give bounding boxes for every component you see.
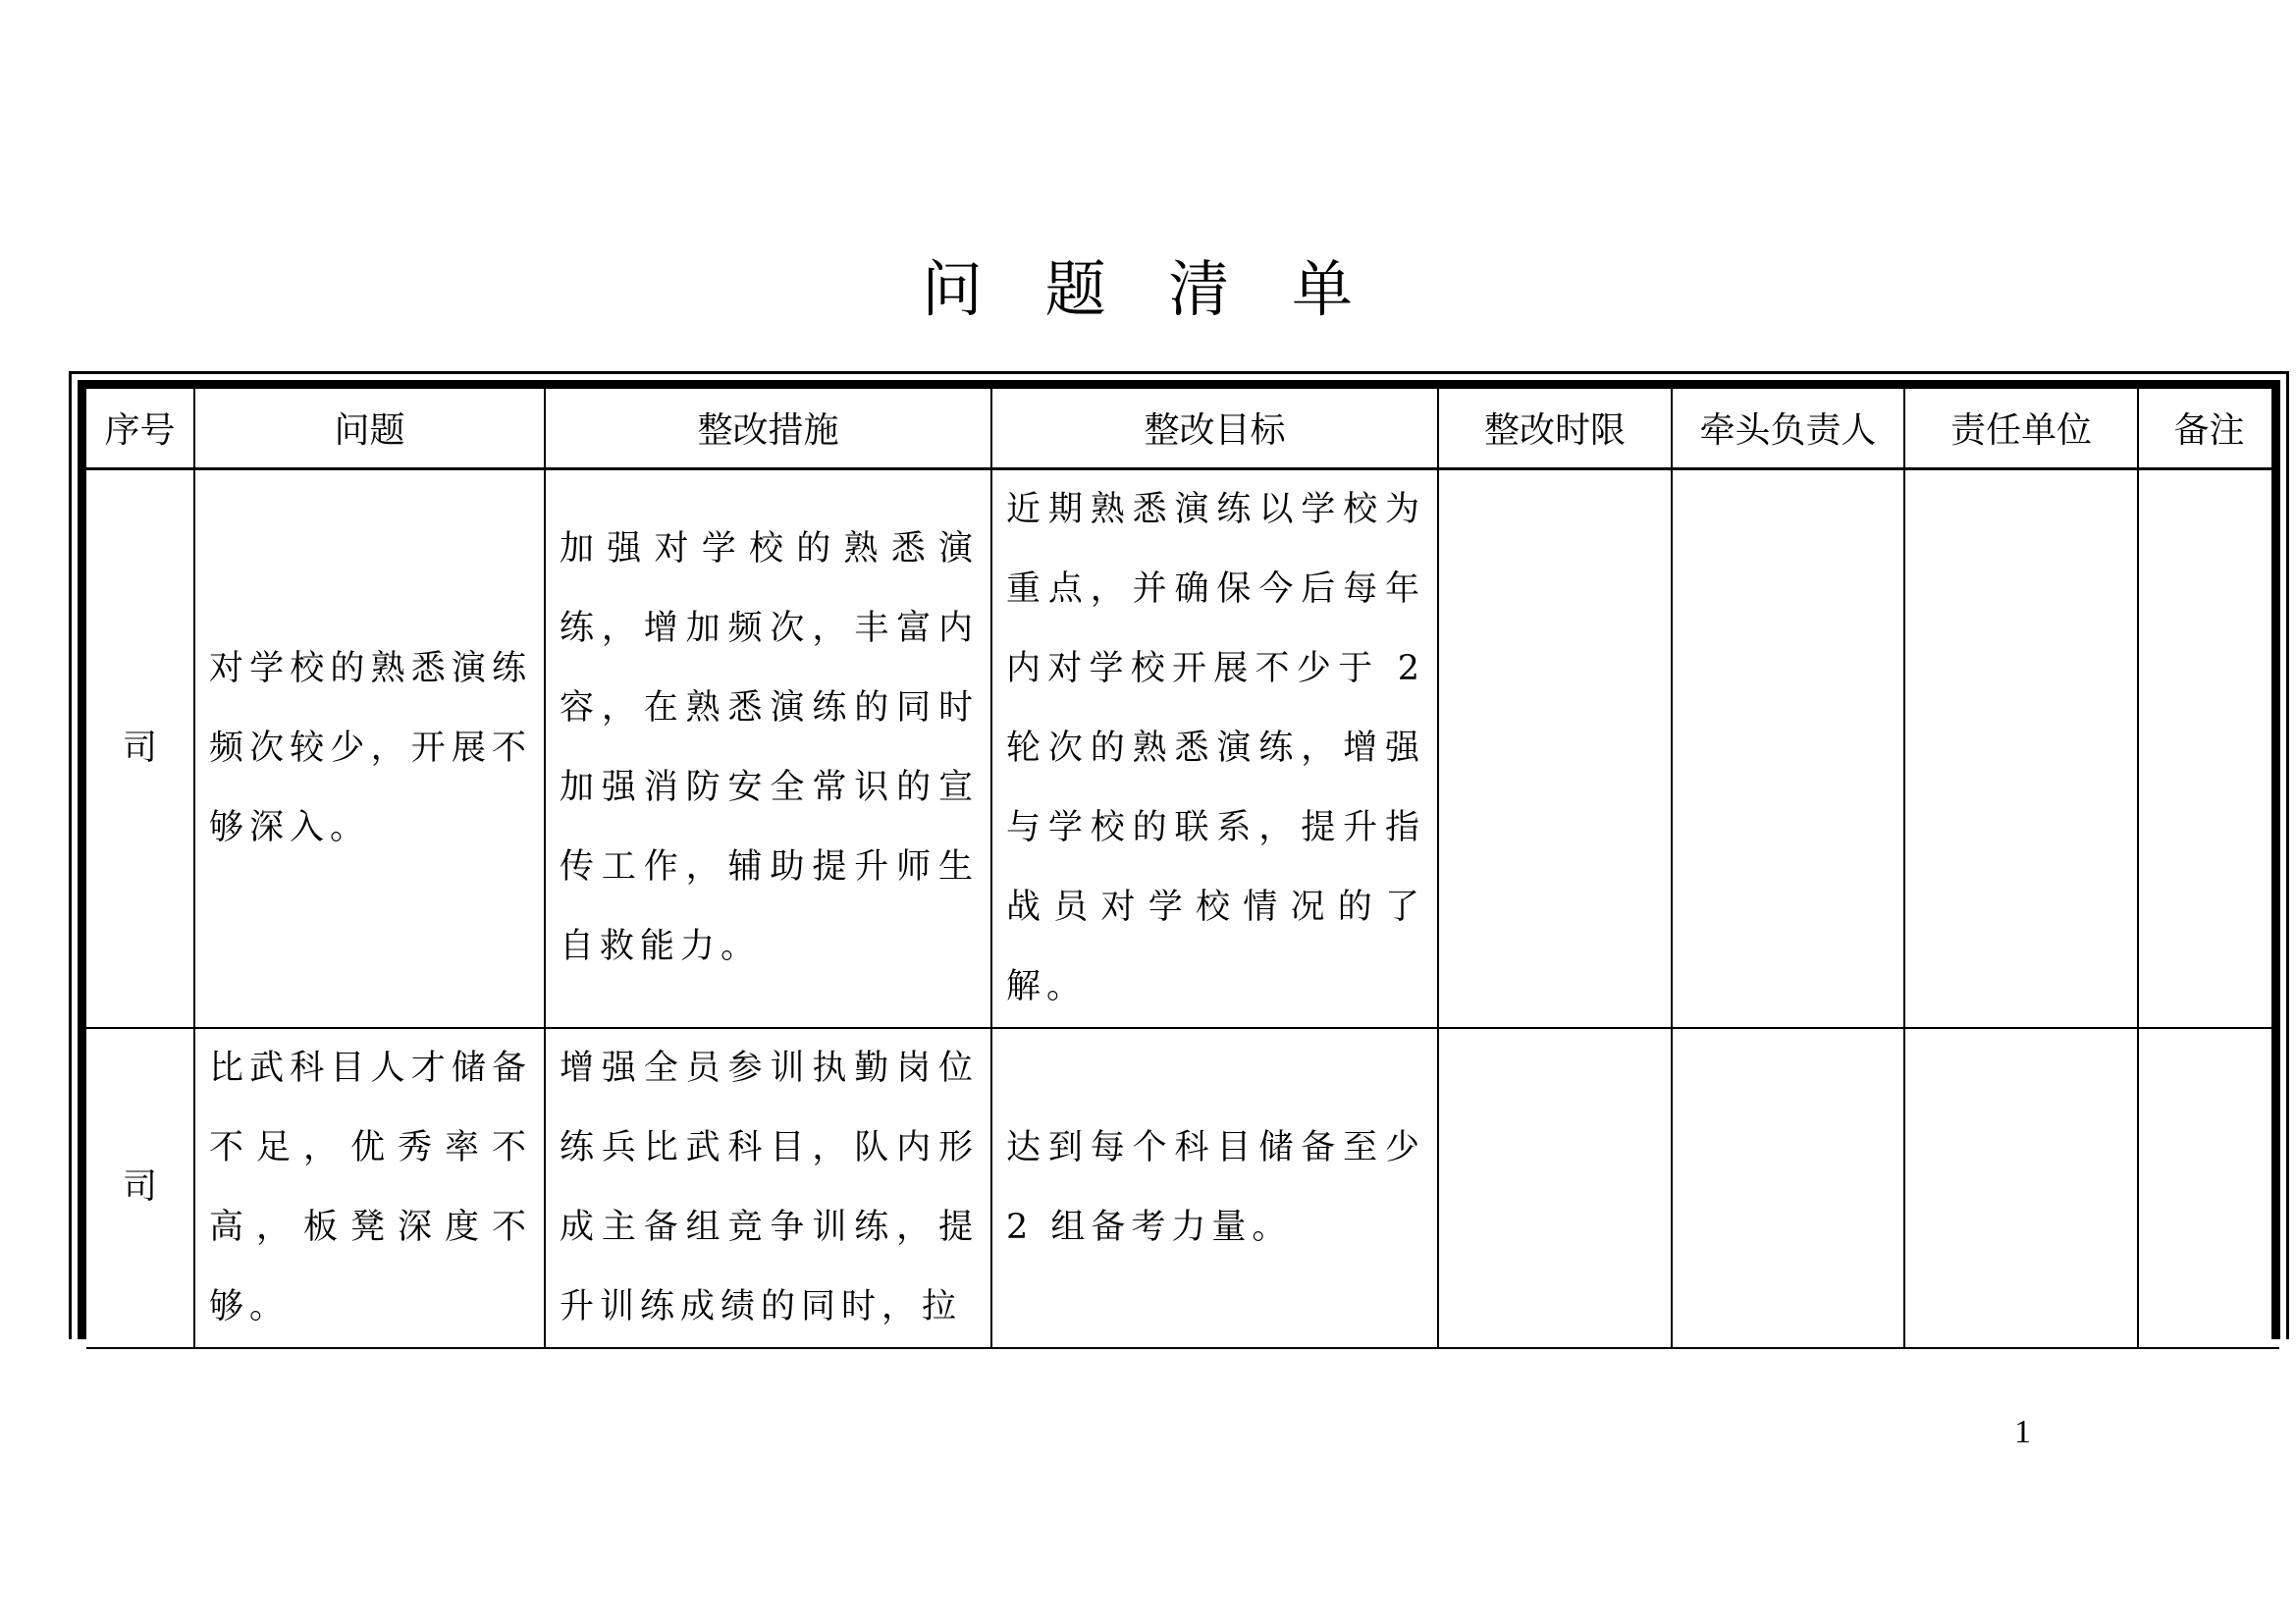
issue-table-inner-frame — [78, 380, 2280, 1339]
cell-deadline — [1438, 1028, 1672, 1348]
page-title: 问 题 清 单 — [921, 253, 1375, 325]
cell-remark — [2138, 468, 2279, 1028]
header-goal: 整改目标 — [991, 389, 1438, 468]
header-lead: 牵头负责人 — [1672, 389, 1904, 468]
cell-lead — [1672, 1028, 1904, 1348]
cell-remark — [2138, 1028, 2279, 1348]
header-measures: 整改措施 — [545, 389, 991, 468]
cell-measures — [545, 1028, 991, 1348]
cell-measures — [545, 468, 991, 1028]
cell-deadline — [1438, 468, 1672, 1028]
header-seq: 序号 — [86, 389, 194, 468]
table-row — [86, 468, 2279, 1028]
header-remark: 备注 — [2138, 389, 2279, 468]
cell-problem — [194, 468, 545, 1028]
table-row — [86, 1028, 2279, 1348]
header-unit: 责任单位 — [1904, 389, 2138, 468]
header-deadline: 整改时限 — [1438, 389, 1672, 468]
measures-text: 增强全员参训执勤岗位练兵比武科目，队内形成主备组竞争训练，提升训练成绩的同时，拉 — [560, 1048, 979, 1326]
issue-table — [86, 389, 2279, 1349]
cell-seq: 司 — [86, 468, 194, 1028]
cell-problem — [194, 1028, 545, 1348]
cell-goal — [991, 1028, 1438, 1348]
goal-text: 达到每个科目储备至少 2 组备考力量。 — [1006, 1127, 1425, 1247]
problem-text: 比武科目人才储备不足，优秀率不高，板凳深度不够。 — [209, 1048, 532, 1326]
goal-text: 近期熟悉演练以学校为重点，并确保今后每年内对学校开展不少于 2 轮次的熟悉演练，增强与学校的联系，提升指战员对学校情况的了解。 — [1006, 489, 1425, 1006]
measures-text: 加强对学校的熟悉演练，增加频次，丰富内容，在熟悉演练的同时加强消防安全常识的宣传工作，辅助提升师生自救能力。 — [560, 529, 979, 966]
page-number: 1 — [2014, 1414, 2031, 1450]
cell-seq: 司 — [86, 1028, 194, 1348]
issue-table-frame — [69, 371, 2289, 1339]
cell-unit — [1904, 1028, 2138, 1348]
cell-unit — [1904, 468, 2138, 1028]
problem-text: 对学校的熟悉演练频次较少，开展不够深入。 — [209, 648, 532, 847]
cell-lead — [1672, 468, 1904, 1028]
header-problem: 问题 — [194, 389, 545, 468]
table-header-row — [86, 389, 2279, 468]
cell-goal — [991, 468, 1438, 1028]
